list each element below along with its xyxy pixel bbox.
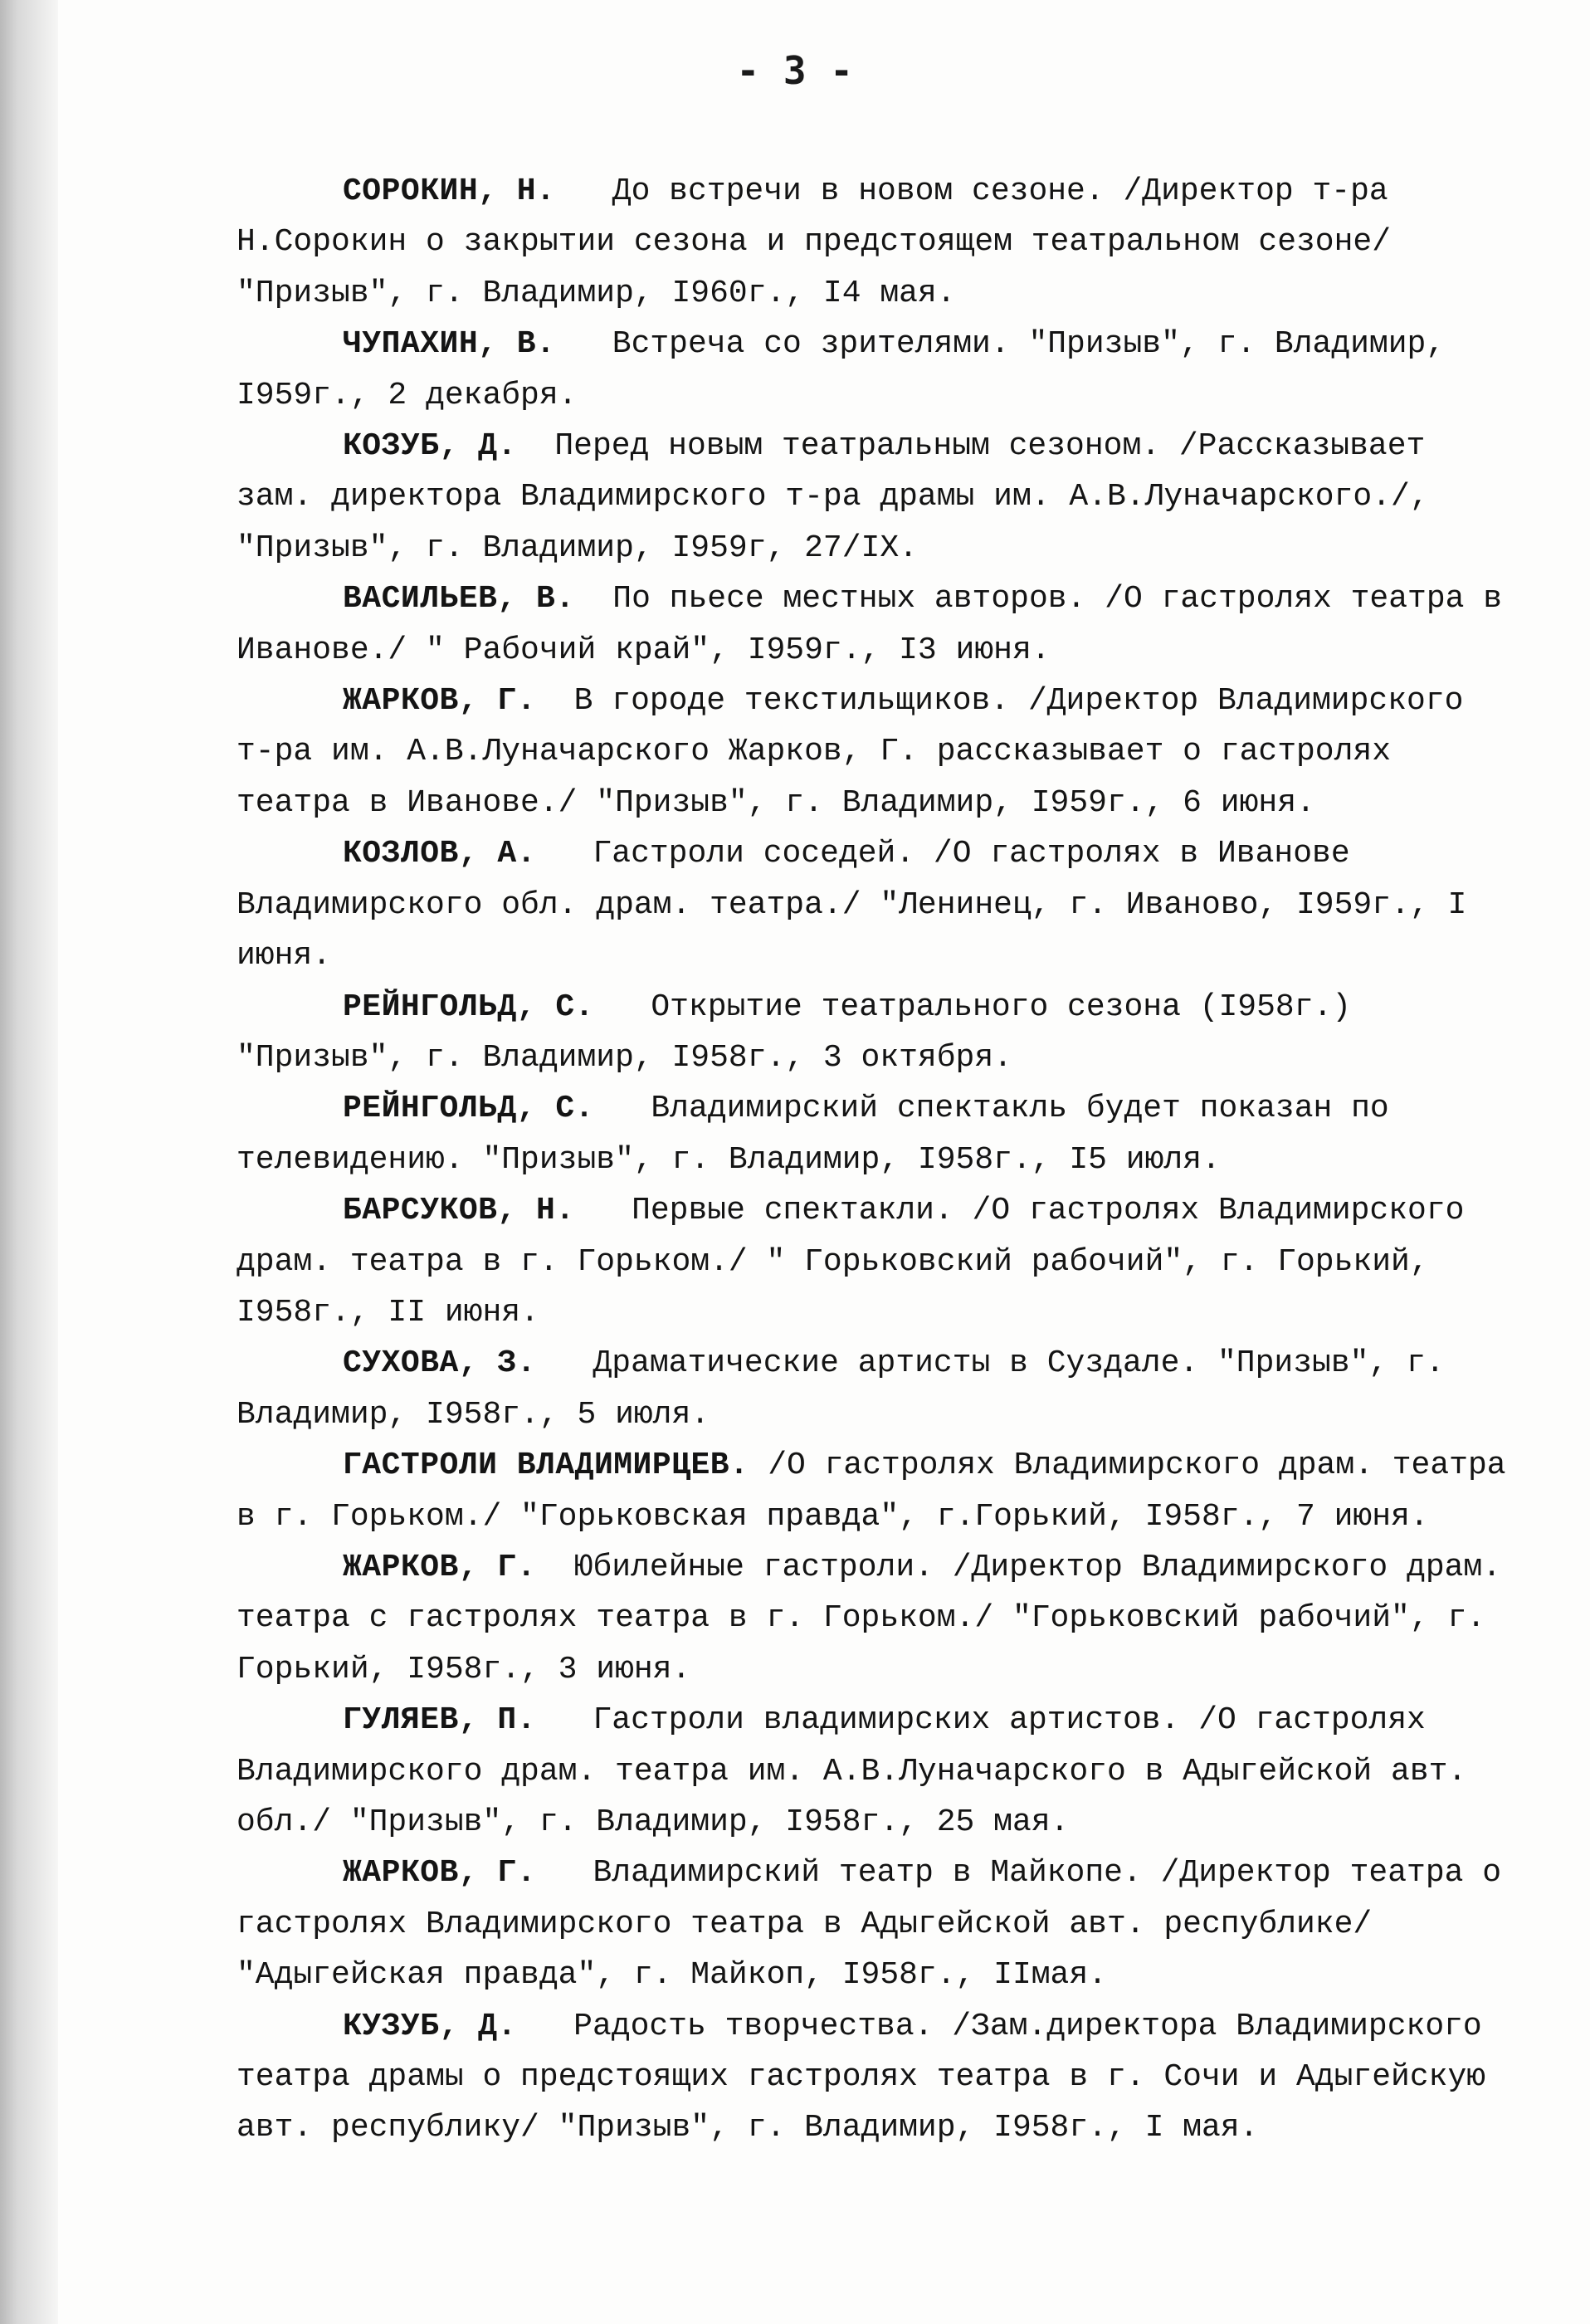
entry-author: БАРСУКОВ, Н. bbox=[343, 1193, 575, 1229]
entry-author: ЧУПАХИН, В. bbox=[343, 326, 556, 363]
entry-text: /О гастролях Владимирского драм. театра в г. Горьком./ "Горьковская правда", г.Горький, I958г., 7 июня. bbox=[237, 1448, 1525, 1535]
entry-author: КОЗУБ, Д. bbox=[343, 428, 517, 465]
bibliography-entry bbox=[237, 982, 1506, 1084]
entry-text: Гастроли соседей. /О гастролях в Иванове Владимирского обл. драм. театра./ "Ленинец, г. Иваново, I959г., I июня. bbox=[237, 836, 1486, 974]
entry-text: Драматические артисты в Суздале. "Призыв", г. Владимир, I958г., 5 июля. bbox=[237, 1345, 1464, 1433]
entry-author: ЖАРКОВ, Г. bbox=[343, 1855, 537, 1892]
entry-author: КОЗЛОВ, А. bbox=[343, 836, 537, 872]
entry-text: Владимирский спектакль будет показан по телевидению. "Призыв", г. Владимир, I958г., I5 июля. bbox=[237, 1091, 1408, 1178]
entry-text: В городе текстильщиков. /Директор Владимирского т-ра им. А.В.Луначарского Жарков, Г. рассказывает о гастролях театра в Иванове./ "Призыв", г. Владимир, I959г., 6 июня. bbox=[237, 683, 1483, 821]
entry-author: ГУЛЯЕВ, П. bbox=[343, 1702, 537, 1739]
entry-author: СУХОВА, З. bbox=[343, 1345, 537, 1382]
entry-author: РЕЙНГОЛЬД, С. bbox=[343, 989, 594, 1025]
bibliography-entry bbox=[237, 166, 1506, 319]
entry-text: Владимирский театр в Майкопе. /Директор театра о гастролях Владимирского театра в Адыгейской авт. республике/ "Адыгейская правда", г. Майкоп, I958г., IIмая. bbox=[237, 1855, 1520, 1994]
bibliography-entry bbox=[237, 1695, 1506, 1848]
entry-author: ГАСТРОЛИ ВЛАДИМИРЦЕВ. bbox=[343, 1448, 749, 1484]
entry-author: ВАСИЛЬЕВ, В. bbox=[343, 581, 575, 618]
entry-author: ЖАРКОВ, Г. bbox=[343, 1549, 537, 1585]
bibliography-entry bbox=[237, 319, 1506, 421]
scan-edge-shadow bbox=[0, 0, 58, 2324]
entry-text: Радость творчества. /Зам.директора Владимирского театра драмы о предстоящих гастролях театра в г. Сочи и Адыгейскую авт. республику/ "Призыв", г. Владимир, I958г., I мая. bbox=[237, 2008, 1505, 2146]
entry-author: СОРОКИН, Н. bbox=[343, 173, 556, 209]
entry-text: До встречи в новом сезоне. /Директор т-ра Н.Сорокин о закрытии сезона и предстоящем театральном сезоне/ "Призыв", г. Владимир, I960г., I4 мая. bbox=[237, 173, 1410, 311]
bibliography-entry bbox=[237, 676, 1506, 828]
page-number: - 3 - bbox=[736, 48, 854, 93]
entry-text: По пьесе местных авторов. /О гастролях театра в Иванове./ " Рабочий край", I959г., I3 июня. bbox=[237, 581, 1521, 668]
bibliography-entry bbox=[237, 1185, 1506, 1338]
bibliography-entry bbox=[237, 574, 1521, 676]
bibliography-entry bbox=[237, 1338, 1506, 1440]
entry-author: ЖАРКОВ, Г. bbox=[343, 683, 537, 720]
bibliography-entry bbox=[237, 421, 1506, 574]
bibliography-entry bbox=[237, 1440, 1525, 1542]
bibliography-entry bbox=[237, 1083, 1506, 1185]
bibliography-entry bbox=[237, 1848, 1520, 2000]
entry-text: Встреча со зрителями. "Призыв", г. Владимир, I959г., 2 декабря. bbox=[237, 326, 1464, 413]
entry-author: КУЗУБ, Д. bbox=[343, 2008, 517, 2044]
bibliography-entry bbox=[237, 1542, 1520, 1695]
entry-text: Юбилейные гастроли. /Директор Владимирского драм. театра с гастролях театра в г. Горьком./ "Горьковский рабочий", г. Горький, I958г., 3 июня. bbox=[237, 1549, 1520, 1687]
entry-text: Открытие театрального сезона (I958г.) "Призыв", г. Владимир, I958г., 3 октября. bbox=[237, 989, 1370, 1076]
entry-text: Перед новым театральным сезоном. /Рассказывает зам. директора Владимирского т-ра драмы им. А.В.Луначарского./, "Призыв", г. Владимир, I959г, 27/IX. bbox=[237, 428, 1448, 566]
entry-text: Гастроли владимирских артистов. /О гастролях Владимирского драм. театра им. А.В.Луначарского в Адыгейской авт. обл./ "Призыв", г. Владимир, I958г., 25 мая. bbox=[237, 1702, 1486, 1840]
bibliography-list bbox=[237, 166, 1525, 2154]
bibliography-entry bbox=[237, 828, 1506, 981]
entry-text: Первые спектакли. /О гастролях Владимирского драм. театра в г. Горьком./ " Горьковский рабочий", г. Горький, I958г., II июня. bbox=[237, 1193, 1484, 1330]
entry-author: РЕЙНГОЛЬД, С. bbox=[343, 1091, 594, 1127]
bibliography-entry bbox=[237, 2001, 1506, 2154]
